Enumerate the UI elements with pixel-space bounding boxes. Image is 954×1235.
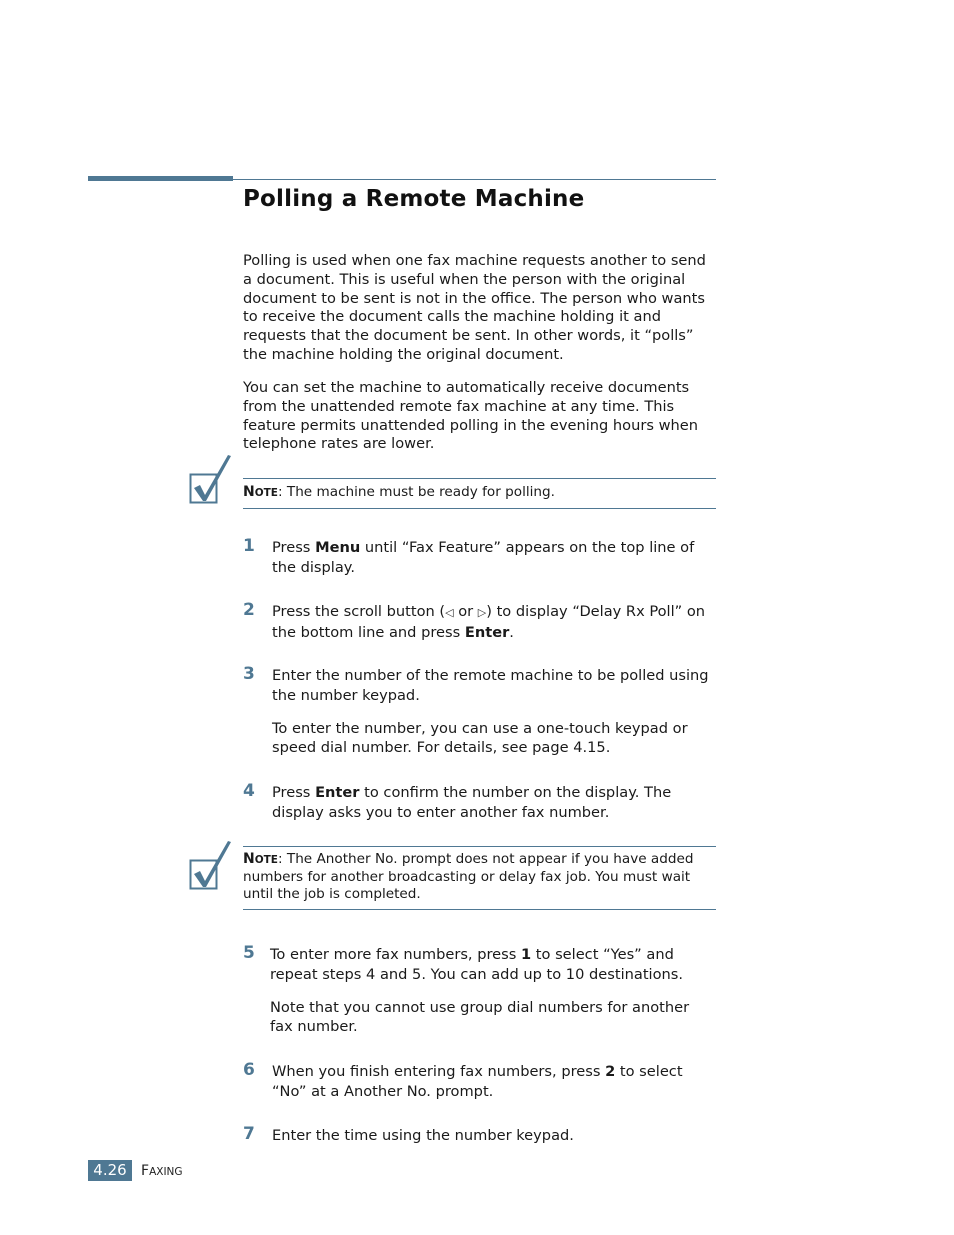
checkmark-note-icon xyxy=(188,838,232,892)
intro-paragraph-1: Polling is used when one fax machine requests another to send a document. This is useful when the person with the original document to be sent is not in the office. The person who wants to receive the document calls the machine holding it and requests that the document be sent. In other words, it “polls” the machine holding the original document. xyxy=(243,252,706,363)
note-box-2 xyxy=(243,846,716,910)
checkmark-note-icon xyxy=(188,452,232,506)
step-subtext-5: Note that you cannot use group dial numbers for another fax number. xyxy=(270,999,690,1035)
step-number-3: 3 xyxy=(243,664,255,684)
intro-paragraph-2: You can set the machine to automatically receive documents from the unattended remote fax machine at any time. This feature permits unattended polling in the evening hours when telephone rates are lower. xyxy=(243,379,698,453)
note-label: NOTE xyxy=(243,484,278,500)
step-number-1: 1 xyxy=(243,536,255,556)
step-number-7: 7 xyxy=(243,1124,255,1144)
step-number-4: 4 xyxy=(243,781,255,801)
step-text-1: Press Menu until “Fax Feature” appears on the top line of the display. xyxy=(272,539,695,576)
note-2: NOTE: The Another No. prompt does not appear if you have added numbers for another broadcasting or delay fax job. You must wait until the job is completed. xyxy=(243,851,694,902)
note-box-1 xyxy=(243,478,716,509)
step-subtext-3: To enter the number, you can use a one-touch keypad or speed dial number. For details, see page 4.15. xyxy=(272,720,688,756)
header-rule-thin xyxy=(233,179,716,180)
step-text-3: Enter the number of the remote machine to be polled using the number keypad. xyxy=(272,667,709,704)
step-text-4: Press Enter to confirm the number on the display. The display asks you to enter another fax number. xyxy=(272,784,672,821)
step-number-5: 5 xyxy=(243,943,255,963)
note-label: NOTE xyxy=(243,851,278,867)
chapter-name: FAXING xyxy=(141,1163,183,1179)
note-1: NOTE: The machine must be ready for polling. xyxy=(243,484,555,500)
scroll-right-icon: ▷ xyxy=(477,606,487,619)
step-text-6: When you finish entering fax numbers, press 2 to select “No” at a Another No. prompt. xyxy=(272,1063,683,1100)
step-text-2: Press the scroll button (◁ or ▷) to display “Delay Rx Poll” on the bottom line and press Enter. xyxy=(272,603,706,641)
step-number-6: 6 xyxy=(243,1060,255,1080)
scroll-left-icon: ◁ xyxy=(445,606,454,619)
header-rule-thick xyxy=(88,176,233,181)
step-number-2: 2 xyxy=(243,600,255,620)
page-title: Polling a Remote Machine xyxy=(243,186,585,212)
step-text-7: Enter the time using the number keypad. xyxy=(272,1127,574,1144)
step-text-5: To enter more fax numbers, press 1 to select “Yes” and repeat steps 4 and 5. You can add up to 10 destinations. xyxy=(270,946,684,983)
page-number-tab: 4.26 xyxy=(88,1160,132,1181)
